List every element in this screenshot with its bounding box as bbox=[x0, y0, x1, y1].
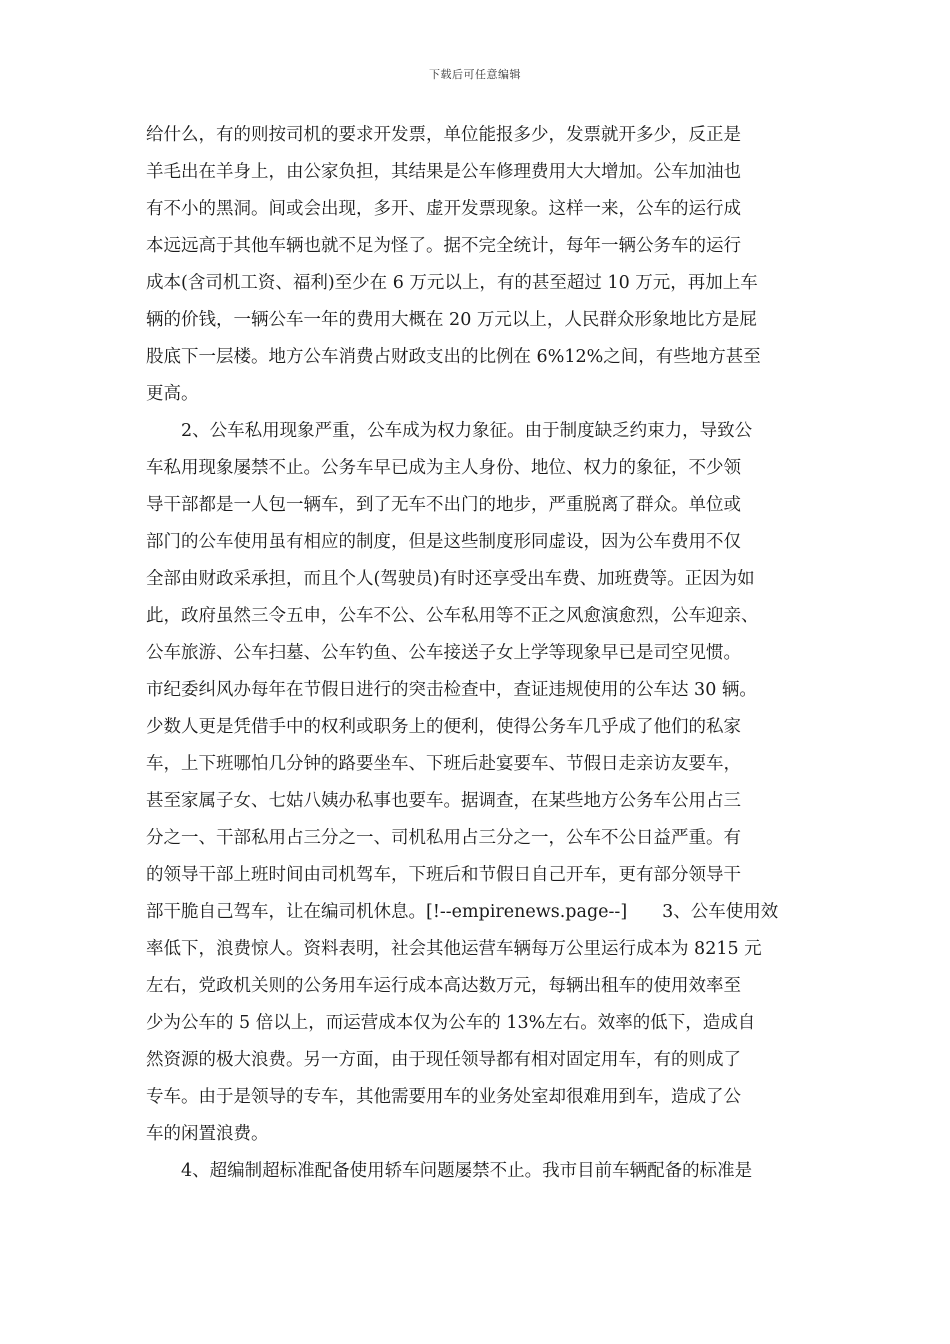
text-line: 少数人更是凭借手中的权利或职务上的便利，使得公务车几乎成了他们的私家 bbox=[146, 717, 741, 737]
text-line: 的领导干部上班时间由司机驾车，下班后和节假日自己开车，更有部分领导干 bbox=[146, 865, 741, 885]
text-line: 此，政府虽然三令五申，公车不公、公车私用等不正之风愈演愈烈，公车迎亲、 bbox=[146, 606, 759, 626]
text-line: 然资源的极大浪费。另一方面，由于现任领导都有相对固定用车，有的则成了 bbox=[146, 1050, 741, 1070]
text-line: 本远远高于其他车辆也就不足为怪了。据不完全统计，每年一辆公务车的运行 bbox=[146, 236, 741, 256]
text-line: 导干部都是一人包一辆车，到了无车不出门的地步，严重脱离了群众。单位或 bbox=[146, 495, 741, 515]
text-line: 车的闲置浪费。 bbox=[146, 1124, 269, 1144]
text-line: 市纪委纠风办每年在节假日进行的突击检查中，查证违规使用的公车达 30 辆。 bbox=[146, 680, 757, 700]
text-line: 左右，党政机关则的公务用车运行成本高达数万元，每辆出租车的使用效率至 bbox=[146, 976, 741, 996]
text-line: 辆的价钱，一辆公车一年的费用大概在 20 万元以上，人民群众形象地比方是屁 bbox=[146, 310, 757, 330]
paragraph-start-line: 2、公车私用现象严重，公车成为权力象征。由于制度缺乏约束力，导致公 bbox=[181, 421, 753, 441]
text-line: 更高。 bbox=[146, 384, 199, 404]
page-header: 下载后可任意编辑 bbox=[429, 68, 521, 81]
paragraph-start-line: 4、超编制超标准配备使用轿车问题屡禁不止。我市目前车辆配备的标准是 bbox=[181, 1161, 753, 1181]
text-line: 率低下，浪费惊人。资料表明，社会其他运营车辆每万公里运行成本为 8215 元 bbox=[146, 939, 762, 959]
text-line: 公车旅游、公车扫墓、公车钓鱼、公车接送子女上学等现象早已是司空见惯。 bbox=[146, 643, 741, 663]
text-line: 给什么，有的则按司机的要求开发票，单位能报多少，发票就开多少，反正是 bbox=[146, 125, 741, 145]
text-line: 分之一、干部私用占三分之一、司机私用占三分之一，公车不公日益严重。有 bbox=[146, 828, 741, 848]
text-line: 车，上下班哪怕几分钟的路要坐车、下班后赴宴要车、节假日走亲访友要车， bbox=[146, 754, 741, 774]
text-line: 部门的公车使用虽有相应的制度，但是这些制度形同虚设，因为公车费用不仅 bbox=[146, 532, 741, 552]
text-line: 部干脆自己驾车，让在编司机休息。[!--empirenews.page--] 3、公车使用效 bbox=[146, 902, 779, 922]
text-line: 甚至家属子女、七姑八姨办私事也要车。据调查，在某些地方公务车公用占三 bbox=[146, 791, 741, 811]
text-line: 专车。由于是领导的专车，其他需要用车的业务处室却很难用到车，造成了公 bbox=[146, 1087, 741, 1107]
text-line: 羊毛出在羊身上，由公家负担，其结果是公车修理费用大大增加。公车加油也 bbox=[146, 162, 741, 182]
text-line: 有不小的黑洞。间或会出现，多开、虚开发票现象。这样一来，公车的运行成 bbox=[146, 199, 741, 219]
text-line: 股底下一层楼。地方公车消费占财政支出的比例在 6%12%之间，有些地方甚至 bbox=[146, 347, 761, 367]
text-line: 少为公车的 5 倍以上，而运营成本仅为公车的 13%左右。效率的低下，造成自 bbox=[146, 1013, 756, 1033]
text-line: 车私用现象屡禁不止。公务车早已成为主人身份、地位、权力的象征，不少领 bbox=[146, 458, 741, 478]
text-line: 全部由财政采承担，而且个人(驾驶员)有时还享受出车费、加班费等。正因为如 bbox=[146, 569, 755, 589]
text-line: 成本(含司机工资、福利)至少在 6 万元以上，有的甚至超过 10 万元，再加上车 bbox=[146, 273, 758, 293]
